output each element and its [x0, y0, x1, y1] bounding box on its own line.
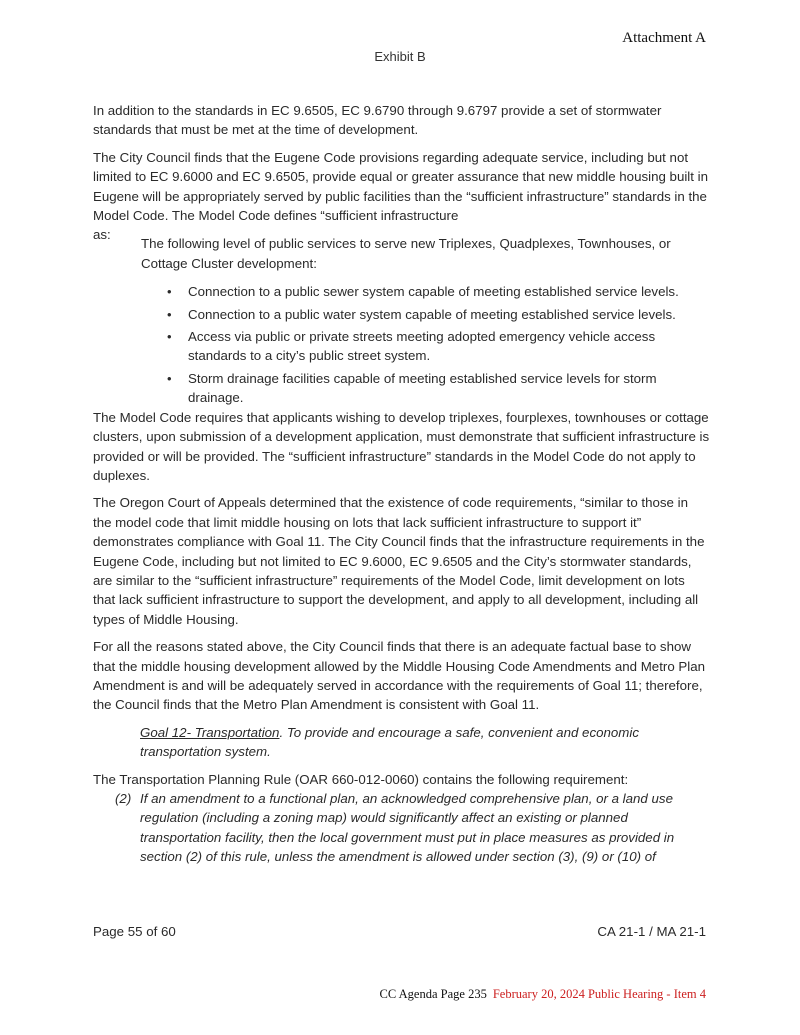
goal-12-title: Goal 12- Transportation	[140, 724, 280, 740]
agenda-page: CC Agenda Page 235	[379, 987, 487, 1001]
case-number: CA 21-1 / MA 21-1	[597, 924, 706, 939]
list-item: • Access via public or private streets meeting adopted emergency vehicle access standards to a city’s public street system.	[188, 327, 680, 366]
list-item: • Connection to a public water system capable of meeting established service levels.	[188, 305, 680, 324]
hearing-label: February 20, 2024 Public Hearing - Item 4	[492, 987, 706, 1001]
definition-intro: The following level of public services to serve new Triplexes, Quadplexes, Townhouses, or Cottage Cluster development:	[141, 236, 671, 271]
paragraph-transportation-rule: The Transportation Planning Rule (OAR 660-012-0060) contains the following requirement:	[93, 771, 629, 787]
attachment-label: Attachment A	[622, 30, 706, 46]
definition-block	[93, 225, 710, 407]
agenda-footer	[380, 987, 706, 1002]
model-code-definition	[93, 225, 710, 407]
paragraph-model-code-requires: The Model Code requires that applicants wishing to develop triplexes, fourplexes, townhouses or cottage clusters, upon submission of a development application, must demonstrate that sufficient infrastructure is provided or will be provided. The “sufficient infrastructure” standards in the Model Code do not apply to duplexes.	[93, 409, 710, 483]
paragraph-council-finds-service: The City Council finds that the Eugene Code provisions regarding adequate service, including but not limited to EC 9.6000 and EC 9.6505, provide equal or greater assurance that new middle housing built in Eugene will be appropriately served by public facilities than the “sufficient infrastructure” standards in the Model Code. The Model Code defines “sufficient infrastructure	[93, 149, 708, 224]
paragraph-court-of-appeals: The Oregon Court of Appeals determined that the existence of code requirements, “similar to those in the model code that limit middle housing on lots that lack sufficient infrastructure to support it” demonstrates compliance with Goal 11. The City Council finds that the infrastructure requirements in the Eugene Code, including but not limited to EC 9.6000, EC 9.6505 and the City’s stormwater standards, are similar to the “sufficient infrastructure” requirements of the Model Code, limit development on lots that lack sufficient infrastructure to support the development, and apply to all development, including all types of Middle Housing.	[93, 495, 705, 627]
rule-text: If an amendment to a functional plan, an acknowledged comprehensive plan, or a land use regulation (including a zoning map) would significantly affect an existing or planned transportation facility, then the local government must put in place measures as provided in section (2) of this rule, unless the amendment is allowed under section (3), (9) or (10) of	[140, 791, 675, 865]
rule-requirement	[93, 789, 710, 867]
list-item: • Storm drainage facilities capable of meeting established service levels for storm drainage.	[188, 369, 680, 408]
list-item: • Connection to a public sewer system capable of meeting established service levels.	[188, 282, 680, 301]
page-number: Page 55 of 60	[93, 924, 176, 939]
goal-12-text: . To provide and encourage a safe, convenient and economic transportation system.	[140, 724, 639, 760]
exhibit-label: Exhibit B	[374, 49, 426, 64]
document-body	[93, 101, 710, 867]
paragraph-reasons-stated: For all the reasons stated above, the City Council finds that there is an adequate factual base to show that the middle housing development allowed by the Middle Housing Code Amendments and Metro Plan Amendment is and will be adequately served in accordance with the requirements of Goal 11; therefore, the Council finds that the Metro Plan Amendment is consistent with Goal 11.	[93, 639, 706, 713]
services-list	[141, 282, 710, 407]
goal-12-heading	[93, 723, 710, 762]
as-label: as:	[93, 227, 111, 243]
paragraph-stormwater: In addition to the standards in EC 9.6505, EC 9.6790 through 9.6797 provide a set of stormwater standards that must be met at the time of development.	[93, 103, 662, 138]
rule-number: (2)	[115, 791, 132, 806]
